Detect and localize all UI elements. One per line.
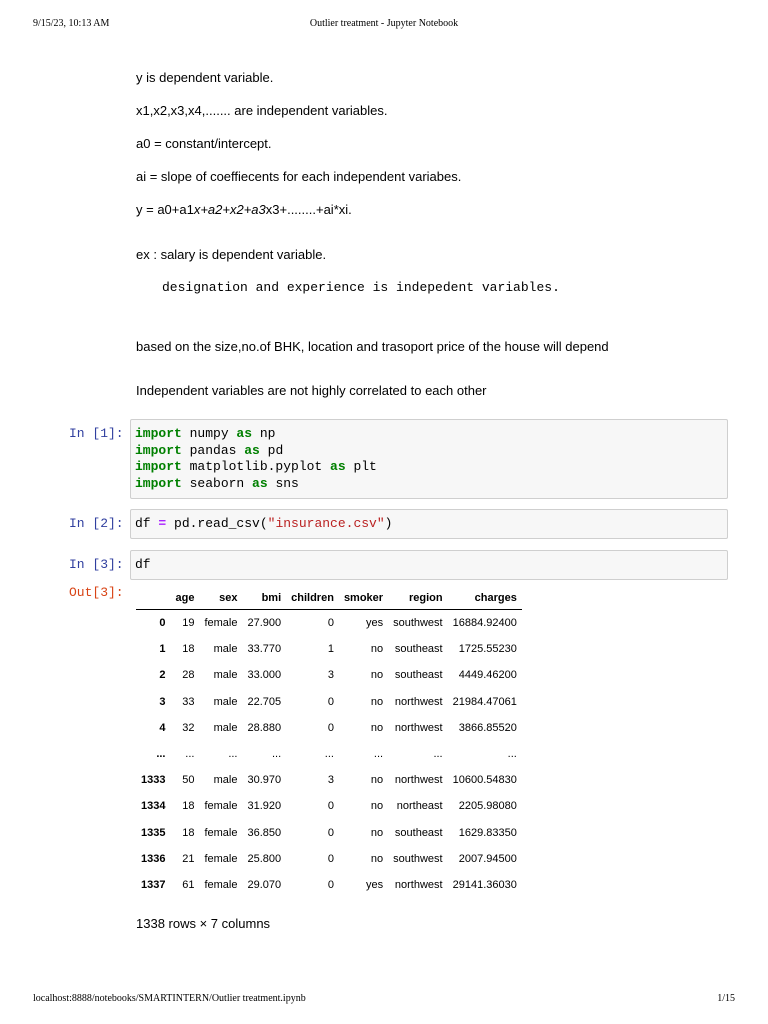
equation-italic-part: x+a2+x2+a3 (193, 202, 266, 217)
row-index: 1337 (141, 878, 166, 891)
table-row (136, 662, 522, 688)
table-cell: southwest (393, 617, 443, 630)
table-cell: male (213, 643, 238, 656)
table-cell: 33.000 (247, 669, 282, 682)
table-cell: 0 (327, 695, 334, 708)
table-cell: female (204, 852, 238, 865)
table-cell: male (213, 669, 238, 682)
table-cell: 1629.83350 (458, 826, 517, 839)
table-cell: female (204, 617, 238, 630)
table-cell: 0 (327, 852, 334, 865)
table-cell: 21 (182, 852, 195, 865)
code-cell-1[interactable] (130, 419, 728, 499)
markdown-line: x1,x2,x3,x4,....... are independent variables. (136, 103, 388, 118)
row-index: 3 (159, 695, 166, 708)
table-cell: 16884.92400 (452, 617, 517, 630)
column-header (136, 587, 170, 610)
markdown-equation (136, 202, 352, 218)
markdown-line: ex : salary is dependent variable. (136, 247, 327, 262)
table-row (136, 741, 522, 767)
equation-part: x3+........+ai*xi. (265, 202, 352, 217)
column-header: age (170, 587, 199, 610)
table-cell: no (370, 852, 384, 865)
table-cell: 36.850 (247, 826, 282, 839)
table-cell: female (204, 800, 238, 813)
page-title: Outlier treatment - Jupyter Notebook (309, 18, 459, 29)
table-row (136, 715, 522, 741)
dataframe-table (136, 587, 522, 898)
table-cell: female (204, 826, 238, 839)
column-header: sex (199, 587, 242, 610)
table-cell: 1 (327, 643, 334, 656)
column-header: smoker (339, 587, 388, 610)
table-cell: ... (228, 748, 238, 761)
cell-prompt: In [2]: (69, 516, 124, 531)
dataframe-shape: 1338 rows × 7 columns (136, 916, 271, 931)
table-cell: northwest (394, 695, 443, 708)
table-cell: yes (365, 617, 384, 630)
table-cell: no (370, 643, 384, 656)
markdown-line: based on the size,no.of BHK, location and trasoport price of the house will depend (136, 339, 609, 354)
column-header: charges (448, 587, 522, 610)
markdown-line: ai = slope of coeffiecents for each independent variabes. (136, 169, 462, 184)
table-row (136, 872, 522, 898)
code-line: df (135, 557, 151, 572)
table-cell: 33.770 (247, 643, 282, 656)
table-cell: male (213, 695, 238, 708)
row-index: 1 (159, 643, 166, 656)
table-cell: 0 (327, 800, 334, 813)
table-cell: southeast (394, 669, 443, 682)
table-cell: 61 (182, 878, 195, 891)
table-cell: 2007.94500 (458, 852, 517, 865)
table-cell: 31.920 (247, 800, 282, 813)
table-cell: 27.900 (247, 617, 282, 630)
table-cell: northeast (396, 800, 443, 813)
table-cell: no (370, 721, 384, 734)
table-cell: ... (433, 748, 443, 761)
table-cell: 4449.46200 (458, 669, 517, 682)
table-cell: northwest (394, 878, 443, 891)
table-cell: southeast (394, 826, 443, 839)
table-cell: ... (271, 748, 282, 761)
table-cell: yes (365, 878, 384, 891)
table-cell: 28.880 (247, 721, 282, 734)
table-row (136, 767, 522, 793)
column-header: bmi (242, 587, 286, 610)
table-header-row (136, 587, 522, 610)
print-date: 9/15/23, 10:13 AM (33, 18, 110, 29)
code-line: import matplotlib.pyplot as plt (135, 459, 377, 474)
table-cell: 18 (182, 826, 195, 839)
row-index: 1336 (141, 852, 166, 865)
table-cell: 18 (182, 800, 195, 813)
page-number: 1/15 (717, 993, 735, 1004)
table-cell: male (213, 774, 238, 787)
table-cell: ... (324, 748, 334, 761)
column-header: children (286, 587, 339, 610)
table-row (136, 610, 522, 637)
table-row (136, 846, 522, 872)
table-row (136, 636, 522, 662)
table-cell: 29.070 (247, 878, 282, 891)
table-cell: 50 (182, 774, 195, 787)
table-cell: 3866.85520 (458, 721, 517, 734)
code-line: import pandas as pd (135, 442, 284, 458)
table-row (136, 689, 522, 715)
table-cell: 0 (327, 878, 334, 891)
table-row (136, 793, 522, 819)
code-line: df = pd.read_csv("insurance.csv") (135, 516, 393, 531)
row-index: ... (156, 748, 166, 761)
cell-prompt: In [3]: (69, 557, 124, 572)
row-index: 0 (159, 617, 166, 630)
markdown-line: y is dependent variable. (136, 70, 274, 85)
table-cell: 0 (327, 721, 334, 734)
table-cell: 0 (327, 617, 334, 630)
code-line: import seaborn as sns (135, 475, 299, 491)
code-line: import numpy as np (135, 426, 276, 441)
column-header: region (388, 587, 448, 610)
code-cell-2[interactable] (130, 509, 728, 539)
table-cell: 21984.47061 (452, 695, 517, 708)
table-row (136, 820, 522, 846)
table-cell: northwest (394, 721, 443, 734)
row-index: 4 (159, 721, 166, 734)
table-cell: 3 (327, 774, 334, 787)
table-cell: 18 (182, 643, 195, 656)
table-cell: ... (185, 748, 195, 761)
table-cell: 22.705 (247, 695, 282, 708)
table-cell: ... (373, 748, 384, 761)
table-cell: female (204, 878, 238, 891)
table-cell: 25.800 (247, 852, 282, 865)
markdown-line: Independent variables are not highly correlated to each other (136, 383, 487, 398)
table-cell: ... (507, 748, 517, 761)
print-url: localhost:8888/notebooks/SMARTINTERN/Outlier treatment.ipynb (33, 993, 306, 1004)
table-cell: no (370, 669, 384, 682)
table-cell: no (370, 774, 384, 787)
table-cell: southwest (393, 852, 443, 865)
table-cell: southeast (394, 643, 443, 656)
table-cell: no (370, 800, 384, 813)
row-index: 1333 (141, 774, 166, 787)
table-cell: 32 (182, 721, 195, 734)
table-cell: male (213, 721, 238, 734)
table-cell: 1725.55230 (458, 643, 517, 656)
table-cell: 19 (182, 617, 195, 630)
table-cell: no (370, 695, 384, 708)
table-cell: 0 (327, 826, 334, 839)
cell-prompt: In [1]: (69, 426, 124, 441)
equation-part: y = a0+a1 (136, 202, 194, 217)
table-cell: northwest (394, 774, 443, 787)
table-cell: 28 (182, 669, 195, 682)
code-cell-3[interactable] (130, 550, 728, 580)
table-cell: 3 (327, 669, 334, 682)
output-prompt: Out[3]: (69, 585, 124, 600)
table-cell: 29141.36030 (452, 878, 517, 891)
markdown-code-block: designation and experience is indepedent variables. (162, 280, 560, 295)
table-cell: 30.970 (247, 774, 282, 787)
markdown-line: a0 = constant/intercept. (136, 136, 272, 151)
row-index: 2 (159, 669, 166, 682)
table-cell: 33 (182, 695, 195, 708)
row-index: 1334 (141, 800, 166, 813)
table-cell: 2205.98080 (458, 800, 517, 813)
table-cell: 10600.54830 (452, 774, 517, 787)
table-cell: no (370, 826, 384, 839)
row-index: 1335 (141, 826, 166, 839)
